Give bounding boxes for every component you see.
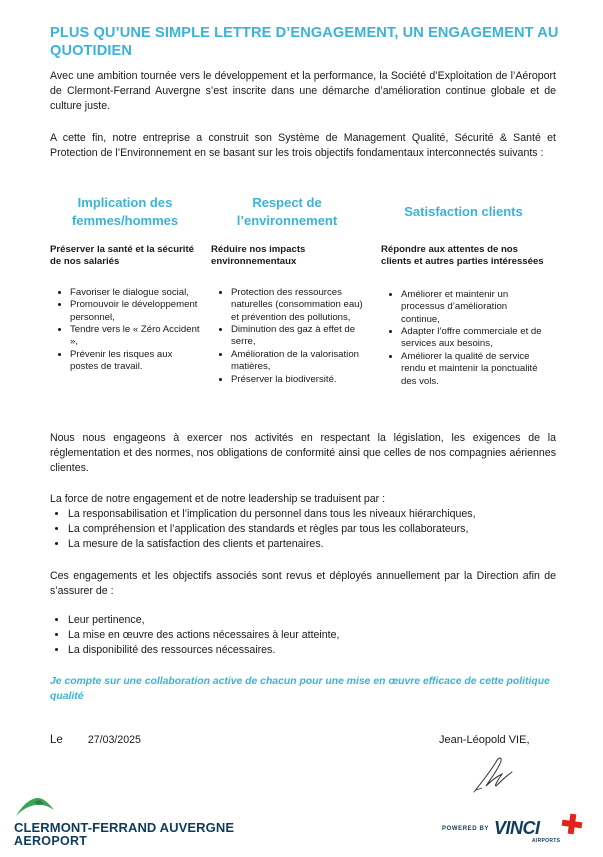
intro-paragraph: Avec une ambition tournée vers le développement et la performance, la Société d’Exploitation de l’Aéroport de Clermont-Ferrand Auvergne s’est inscrite dans une démarche d’amélioration continue globale et de culture juste. [50,70,556,113]
column-list [211,287,363,386]
list-item: • La compréhension et l’application des standards et règles par tous les collaborateurs, [68,522,574,537]
airports-label: AIRPORTS [532,838,561,844]
date-line [50,734,141,746]
list-item: • Favoriser le dialogue social, [70,287,200,299]
column-subtitle: Réduire nos impacts environnementaux [211,244,306,268]
list-item: • Préserver la biodiversité. [231,374,363,386]
list-item: • Leur pertinence, [68,613,574,628]
column-subtitle: Préserver la santé et la sécurité de nos salariés [50,244,194,268]
closing-statement: Je compte sur une collaboration active de chacun pour une mise en œuvre efficace de cette politique qualité [50,676,550,702]
column-subtitle: Répondre aux attentes de nos clients et autres parties intéressées [381,244,544,268]
vinci-brand: VINCI [494,818,540,838]
signature-image [468,752,520,796]
strength-list [50,507,574,553]
objective-column-people [50,194,200,374]
powered-by-label: POWERED BY [442,826,490,832]
vinci-cross-icon [561,813,583,835]
review-list [50,613,574,659]
list-item: • La disponibilité des ressources nécessaires. [68,643,574,658]
list-item: • Améliorer et maintenir un processus d’amélioration continue, [401,289,546,326]
list-item: • La mesure de la satisfaction des clients et partenaires. [68,537,574,552]
column-title: Satisfaction clients [404,204,523,219]
list-item: • Tendre vers le « Zéro Accident », [70,324,200,349]
logo-text-line2: AEROPORT [14,834,88,848]
objective-column-customers [381,194,546,388]
signatory-name: Jean-Léopold VIE, [439,734,530,746]
column-list [50,287,200,374]
list-item: • Adapter l’offre commerciale et de services aux besoins, [401,326,546,351]
airport-logo [14,794,244,846]
list-item: • Diminution des gaz à effet de serre, [231,324,363,349]
column-list [381,289,546,388]
list-item: • La mise en œuvre des actions nécessaires à leur atteinte, [68,628,574,643]
logo-text-line1: CLERMONT-FERRAND AUVERGNE [14,820,235,835]
date-label: Le [50,734,63,746]
list-item: • Amélioration de la valorisation matières, [231,349,363,374]
system-paragraph: A cette fin, notre entreprise a construit son Système de Management Qualité, Sécurité & Santé et Protection de l’Environnement en se basant sur les trois objectifs fondamentaux interconnectés suivants : [50,132,556,160]
column-title: Implication des femmes/hommes [71,195,179,228]
list-item: • Promouvoir le développement personnel, [70,299,200,324]
list-item: • La responsabilisation et l’implication du personnel dans tous les niveaux hiérarchiques, [68,507,574,522]
column-title: Respect de l’environnement [236,195,338,228]
list-item: • Améliorer la qualité de service rendu et maintenir la ponctualité des vols. [401,351,546,388]
objective-column-environment [211,194,363,386]
date-value: 27/03/2025 [87,734,141,746]
commitment-paragraph: Nous nous engageons à exercer nos activités en respectant la législation, les exigences de la réglementation et des normes, nos obligations de conformité ainsi que celles de nos compagnies aériennes clientes. [50,432,556,475]
list-item: • Protection des ressources naturelles (consommation eau) et prévention des pollutions, [231,287,363,324]
strength-intro: La force de notre engagement et de notre leadership se traduisent par : [50,493,386,505]
page-title: PLUS QU’UNE SIMPLE LETTRE D’ENGAGEMENT, UN ENGAGEMENT AU QUOTIDIEN [50,25,559,59]
vinci-airports-logo [442,812,592,848]
volcano-logo-icon [14,794,60,818]
review-paragraph: Ces engagements et les objectifs associés sont revus et déployés annuellement par la Direction afin de s’assurer de : [50,570,556,598]
list-item: • Prévenir les risques aux postes de travail. [70,349,200,374]
